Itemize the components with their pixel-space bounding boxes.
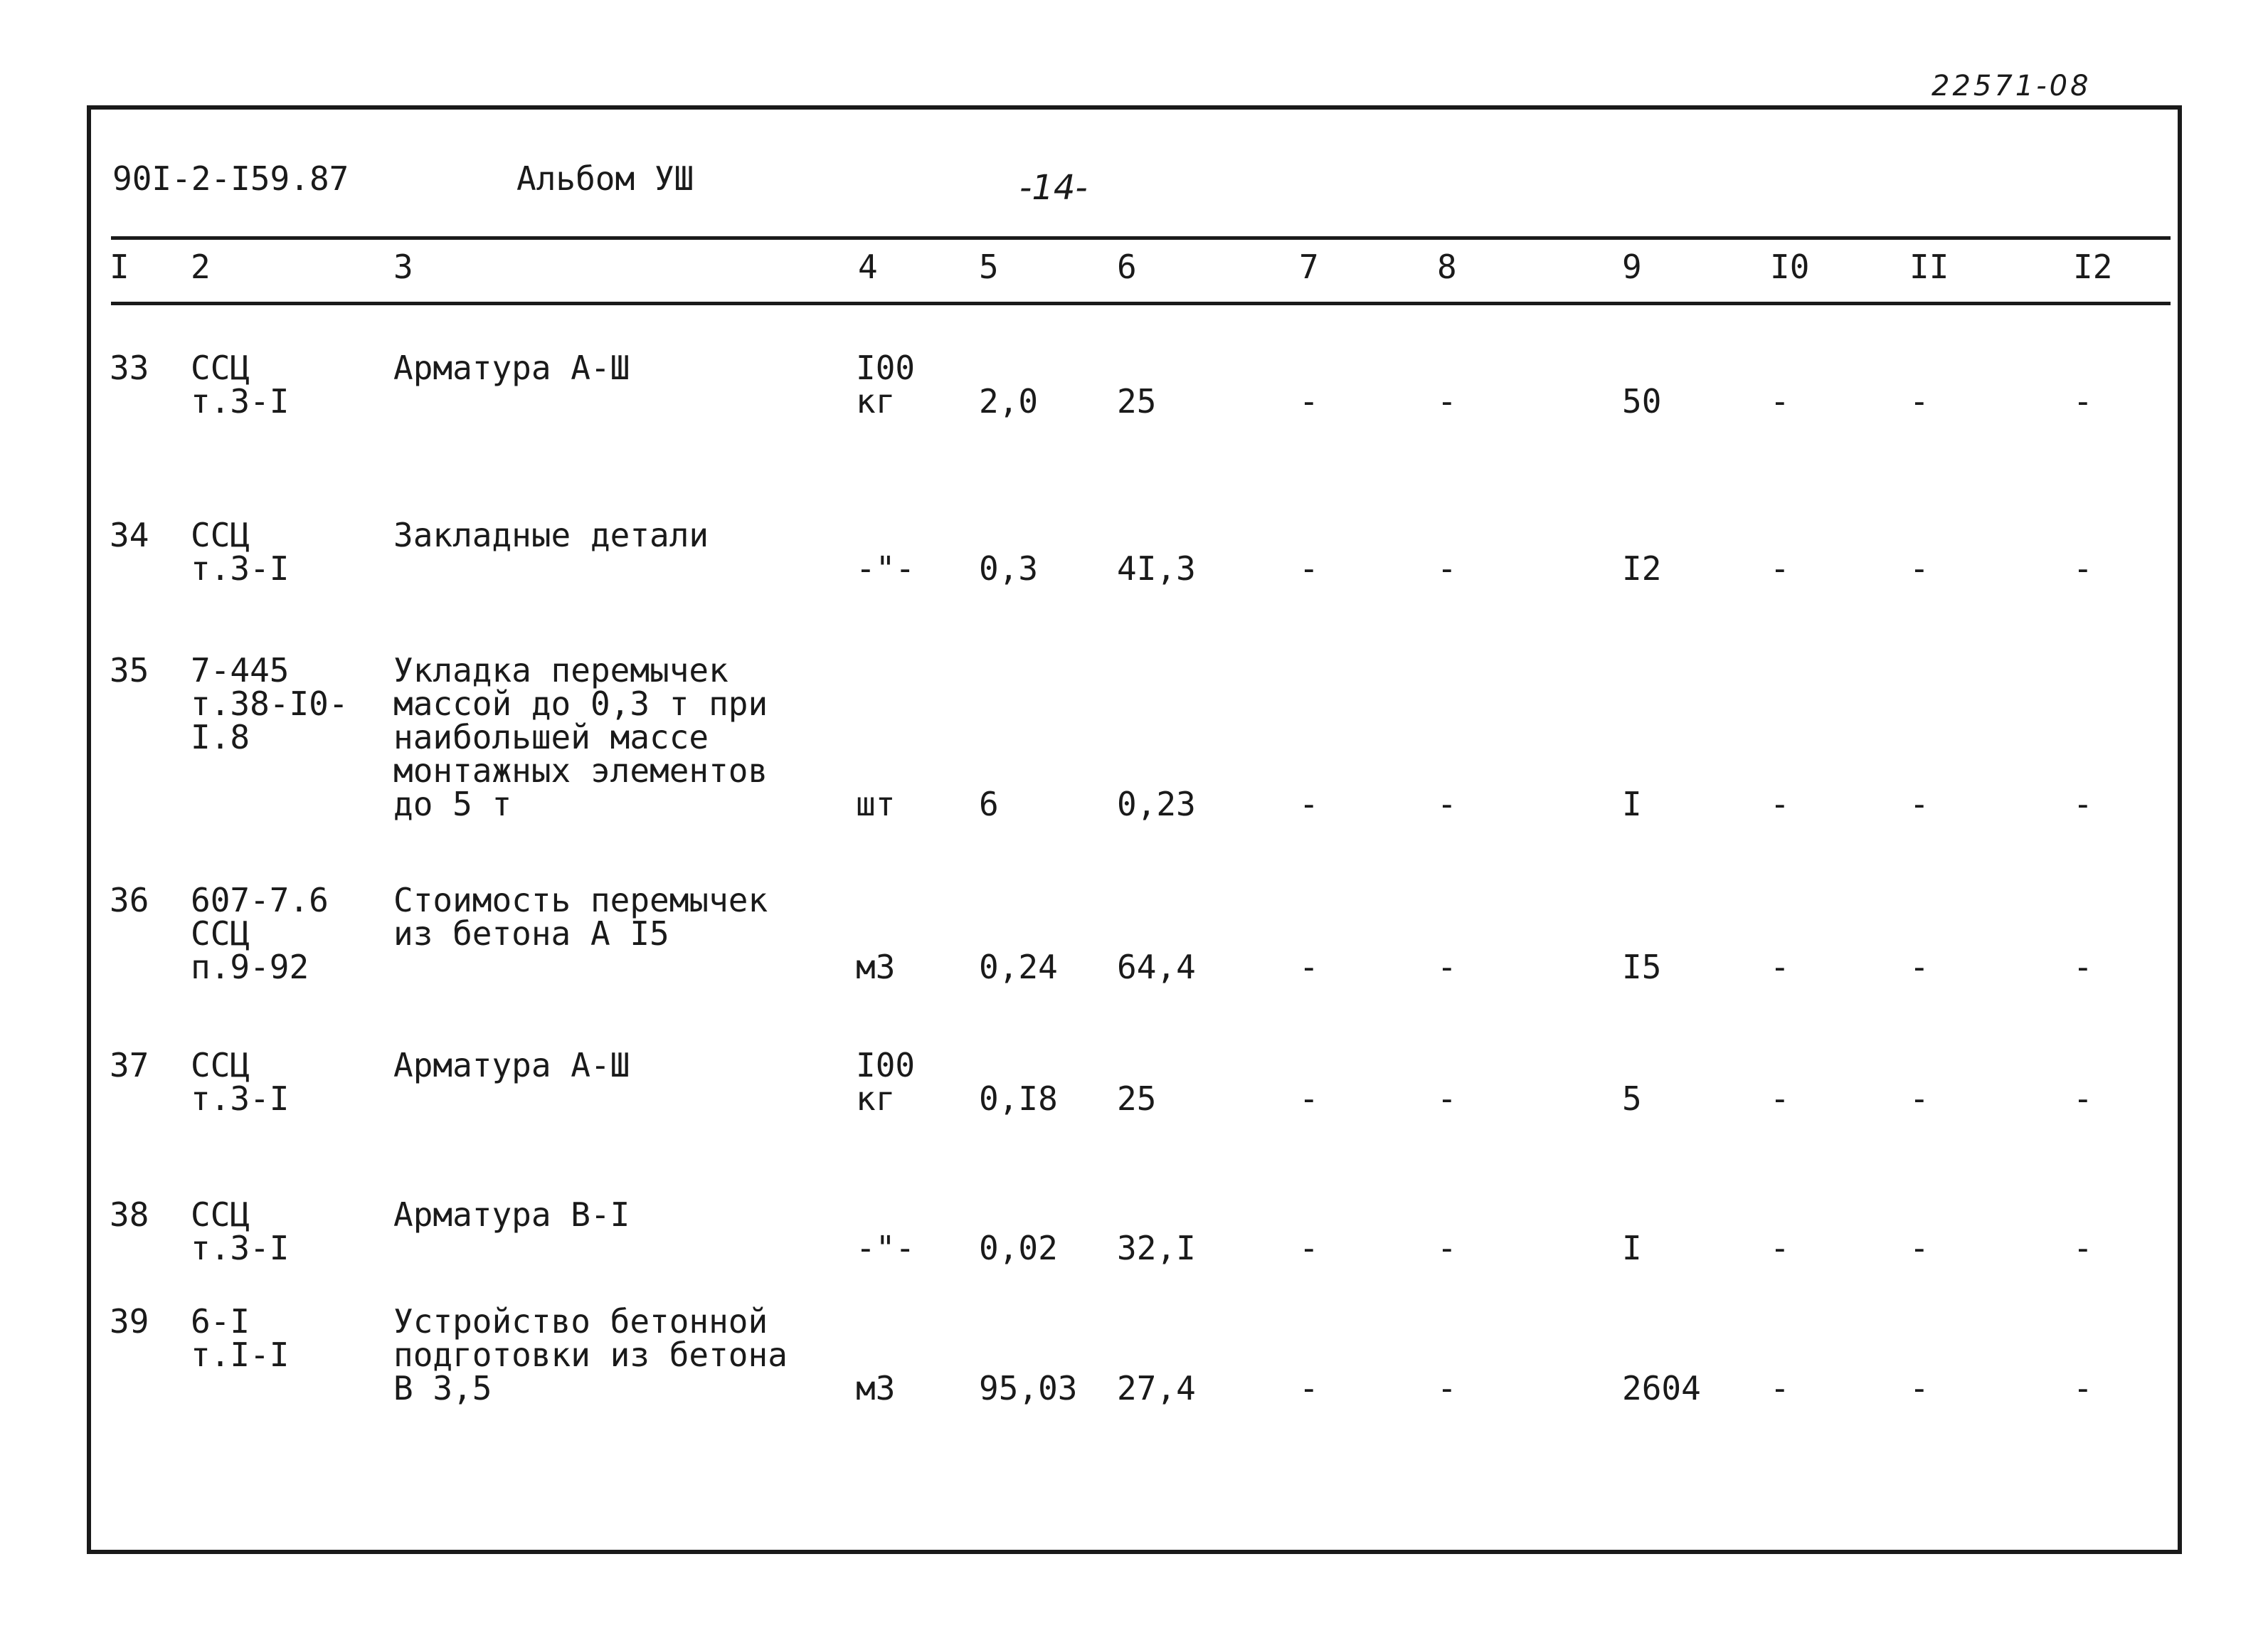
row-unit: м3 <box>856 948 896 986</box>
row-value-c10: - <box>1770 382 1790 421</box>
row-reference: 7-445 <box>191 651 290 689</box>
row-unit: I00 <box>856 1046 916 1084</box>
row-description: Стоимость перемычек <box>393 881 768 919</box>
row-reference: ССЦ <box>191 914 250 953</box>
row-value-c6: 25 <box>1117 1079 1157 1118</box>
row-value-c10: - <box>1770 1229 1790 1267</box>
row-reference: ССЦ <box>191 516 250 554</box>
row-value-c7: - <box>1299 1369 1319 1407</box>
row-description: Закладные детали <box>393 516 709 554</box>
document-stamp: 22571-08 <box>1931 70 2092 102</box>
row-number: 39 <box>110 1302 149 1341</box>
row-description: Арматура А-Ш <box>393 1046 630 1084</box>
row-value-c5: 0,24 <box>979 948 1058 986</box>
album-title: Альбом УШ <box>516 159 694 198</box>
row-unit: -"- <box>856 549 916 588</box>
row-unit: -"- <box>856 1229 916 1267</box>
row-value-c6: 27,4 <box>1117 1369 1196 1407</box>
row-value-c8: - <box>1437 785 1457 823</box>
row-number: 36 <box>110 881 149 919</box>
row-value-c5: 6 <box>979 785 999 823</box>
row-value-c10: - <box>1770 549 1790 588</box>
row-value-c6: 32,I <box>1117 1229 1196 1267</box>
row-value-c7: - <box>1299 549 1319 588</box>
row-value-c8: - <box>1437 1079 1457 1118</box>
row-reference: т.38-I0- <box>191 685 349 723</box>
row-value-c7: - <box>1299 382 1319 421</box>
row-value-c8: - <box>1437 1369 1457 1407</box>
column-number-6: 6 <box>1117 248 1137 286</box>
column-header-rule <box>111 302 2171 305</box>
row-value-c7: - <box>1299 1079 1319 1118</box>
row-value-c12: - <box>2073 785 2093 823</box>
row-reference: т.3-I <box>191 382 290 421</box>
row-reference: 607-7.6 <box>191 881 329 919</box>
row-value-c8: - <box>1437 1229 1457 1267</box>
row-reference: т.3-I <box>191 549 290 588</box>
row-value-c11: - <box>1909 948 1929 986</box>
row-value-c5: 0,02 <box>979 1229 1058 1267</box>
row-value-c6: 4I,3 <box>1117 549 1196 588</box>
row-reference: т.3-I <box>191 1229 290 1267</box>
row-reference: ССЦ <box>191 349 250 387</box>
column-number-12: I2 <box>2073 248 2113 286</box>
row-number: 37 <box>110 1046 149 1084</box>
row-number: 33 <box>110 349 149 387</box>
column-number-7: 7 <box>1299 248 1319 286</box>
row-description: монтажных элементов <box>393 751 768 790</box>
row-value-c9: I2 <box>1622 549 1662 588</box>
header-rule <box>111 236 2171 240</box>
column-number-8: 8 <box>1437 248 1457 286</box>
row-value-c8: - <box>1437 382 1457 421</box>
row-unit: м3 <box>856 1369 896 1407</box>
row-reference: п.9-92 <box>191 948 309 986</box>
row-reference: ССЦ <box>191 1046 250 1084</box>
page-number: -14- <box>1019 168 1088 208</box>
row-value-c6: 64,4 <box>1117 948 1196 986</box>
column-number-5: 5 <box>979 248 999 286</box>
row-description: Арматура В-I <box>393 1195 630 1234</box>
row-value-c11: - <box>1909 1229 1929 1267</box>
document-code: 90I-2-I59.87 <box>112 159 349 198</box>
row-number: 38 <box>110 1195 149 1234</box>
row-value-c12: - <box>2073 948 2093 986</box>
row-value-c9: 2604 <box>1622 1369 1701 1407</box>
row-number: 34 <box>110 516 149 554</box>
row-reference: т.I-I <box>191 1336 290 1374</box>
row-description: Арматура А-Ш <box>393 349 630 387</box>
row-value-c10: - <box>1770 948 1790 986</box>
row-description: В 3,5 <box>393 1369 492 1407</box>
row-unit: кг <box>856 1079 896 1118</box>
row-reference: ССЦ <box>191 1195 250 1234</box>
row-value-c11: - <box>1909 1079 1929 1118</box>
row-value-c9: I5 <box>1622 948 1662 986</box>
row-value-c7: - <box>1299 1229 1319 1267</box>
row-value-c11: - <box>1909 785 1929 823</box>
column-number-3: 3 <box>393 248 413 286</box>
row-value-c8: - <box>1437 948 1457 986</box>
row-value-c12: - <box>2073 1229 2093 1267</box>
row-description: наибольшей массе <box>393 718 709 756</box>
row-value-c6: 0,23 <box>1117 785 1196 823</box>
row-value-c5: 95,03 <box>979 1369 1078 1407</box>
row-value-c5: 0,3 <box>979 549 1039 588</box>
row-value-c9: 50 <box>1622 382 1662 421</box>
row-value-c12: - <box>2073 382 2093 421</box>
row-value-c5: 0,I8 <box>979 1079 1058 1118</box>
row-description: Устройство бетонной <box>393 1302 768 1341</box>
row-value-c7: - <box>1299 948 1319 986</box>
row-value-c11: - <box>1909 549 1929 588</box>
row-value-c5: 2,0 <box>979 382 1039 421</box>
row-value-c12: - <box>2073 1079 2093 1118</box>
column-number-2: 2 <box>191 248 211 286</box>
row-description: подготовки из бетона <box>393 1336 788 1374</box>
row-description: из бетона А I5 <box>393 914 669 953</box>
column-number-1: I <box>110 248 129 286</box>
row-number: 35 <box>110 651 149 689</box>
row-value-c10: - <box>1770 1079 1790 1118</box>
row-description: массой до 0,3 т при <box>393 685 768 723</box>
row-value-c8: - <box>1437 549 1457 588</box>
row-value-c10: - <box>1770 785 1790 823</box>
row-value-c6: 25 <box>1117 382 1157 421</box>
row-description: Укладка перемычек <box>393 651 728 689</box>
row-value-c9: I <box>1622 785 1642 823</box>
row-value-c12: - <box>2073 549 2093 588</box>
row-value-c9: I <box>1622 1229 1642 1267</box>
row-value-c9: 5 <box>1622 1079 1642 1118</box>
row-unit: шт <box>856 785 896 823</box>
row-unit: I00 <box>856 349 916 387</box>
row-reference: I.8 <box>191 718 250 756</box>
row-description: до 5 т <box>393 785 512 823</box>
row-value-c10: - <box>1770 1369 1790 1407</box>
row-value-c11: - <box>1909 1369 1929 1407</box>
row-unit: кг <box>856 382 896 421</box>
row-value-c7: - <box>1299 785 1319 823</box>
column-number-10: I0 <box>1770 248 1810 286</box>
column-number-4: 4 <box>858 248 878 286</box>
row-reference: т.3-I <box>191 1079 290 1118</box>
column-number-11: II <box>1909 248 1949 286</box>
column-number-9: 9 <box>1622 248 1642 286</box>
row-value-c11: - <box>1909 382 1929 421</box>
row-reference: 6-I <box>191 1302 250 1341</box>
row-value-c12: - <box>2073 1369 2093 1407</box>
document-frame <box>87 105 2182 1554</box>
